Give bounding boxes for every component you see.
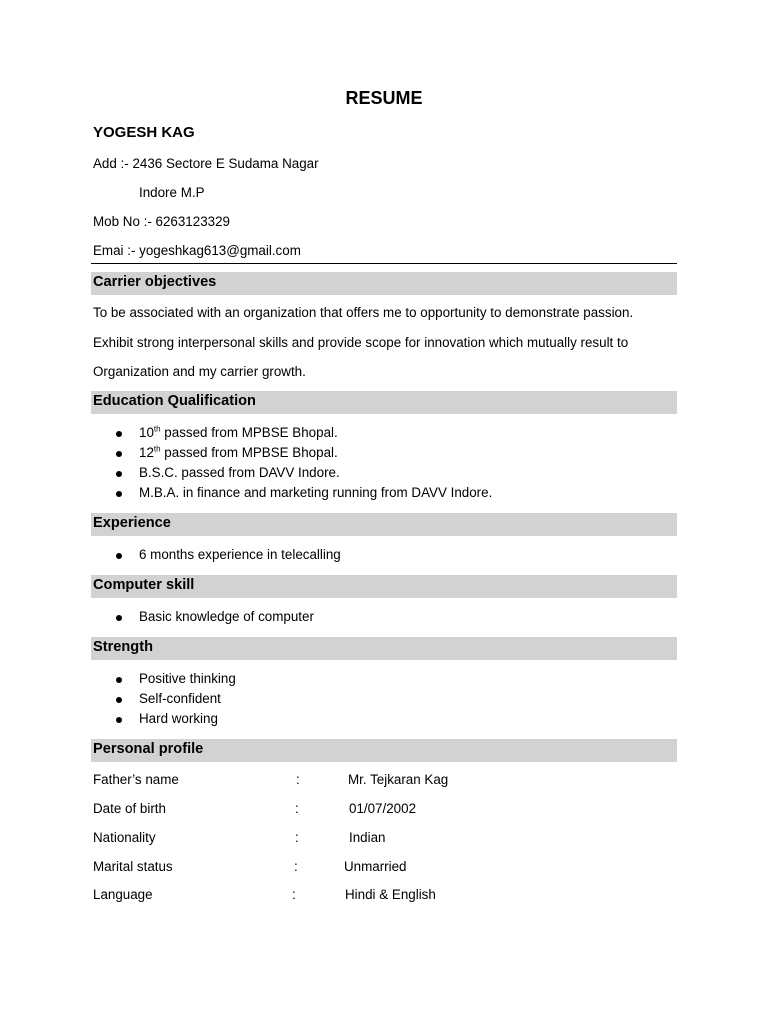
list-item: M.B.A. in finance and marketing running from DAVV Indore. [139, 485, 493, 500]
profile-value: Indian [349, 830, 386, 845]
list-item: Hard working [139, 711, 218, 726]
profile-label: Marital status [93, 859, 173, 874]
objective-line: Organization and my carrier growth. [93, 364, 306, 379]
mobile-number: Mob No :- 6263123329 [93, 214, 230, 229]
profile-separator: : [292, 887, 296, 902]
section-header-experience [91, 513, 677, 536]
bullet-icon [116, 451, 122, 457]
objective-line: To be associated with an organization that offers me to opportunity to demonstrate passion. [93, 305, 634, 320]
list-item: B.S.C. passed from DAVV Indore. [139, 465, 340, 480]
section-header-strength [91, 637, 677, 660]
email-address: Emai :- yogeshkag613@gmail.com [93, 243, 301, 258]
bullet-icon [116, 615, 122, 621]
page-title: RESUME [345, 88, 423, 108]
profile-label: Date of birth [93, 801, 166, 816]
list-item: 10th passed from MPBSE Bhopal. [139, 424, 338, 440]
profile-value: Hindi & English [345, 887, 436, 902]
section-header-objectives [91, 272, 677, 295]
profile-separator: : [295, 801, 299, 816]
address-line-1: Add :- 2436 Sectore E Sudama Nagar [93, 156, 319, 171]
profile-value: Unmarried [344, 859, 407, 874]
bullet-icon [116, 717, 122, 723]
profile-label: Father’s name [93, 772, 179, 787]
section-title: Experience [93, 515, 171, 531]
section-title: Computer skill [93, 577, 195, 593]
section-header-personal-profile [91, 739, 677, 762]
list-item: Self-confident [139, 691, 221, 706]
section-title: Strength [93, 639, 153, 655]
section-header-education [91, 391, 677, 414]
list-item: Basic knowledge of computer [139, 609, 314, 624]
section-header-computer-skill [91, 575, 677, 598]
profile-separator: : [295, 830, 299, 845]
bullet-icon [116, 471, 122, 477]
bullet-icon [116, 553, 122, 559]
header-divider [91, 263, 677, 264]
list-item: 12th passed from MPBSE Bhopal. [139, 444, 338, 460]
section-title: Personal profile [93, 741, 204, 757]
bullet-icon [116, 677, 122, 683]
bullet-icon [116, 697, 122, 703]
profile-label: Nationality [93, 830, 156, 845]
objective-line: Exhibit strong interpersonal skills and provide scope for innovation which mutually result to [93, 335, 629, 350]
section-title: Education Qualification [93, 393, 256, 409]
profile-label: Language [93, 887, 153, 902]
section-title: Carrier objectives [93, 274, 217, 290]
list-item: 6 months experience in telecalling [139, 547, 341, 562]
profile-value: 01/07/2002 [349, 801, 417, 816]
bullet-icon [116, 431, 122, 437]
applicant-name: YOGESH KAG [93, 124, 195, 141]
profile-value: Mr. Tejkaran Kag [348, 772, 449, 787]
profile-separator: : [294, 859, 298, 874]
address-line-2: Indore M.P [139, 185, 205, 200]
list-item: Positive thinking [139, 671, 236, 686]
bullet-icon [116, 491, 122, 497]
profile-separator: : [296, 772, 300, 787]
